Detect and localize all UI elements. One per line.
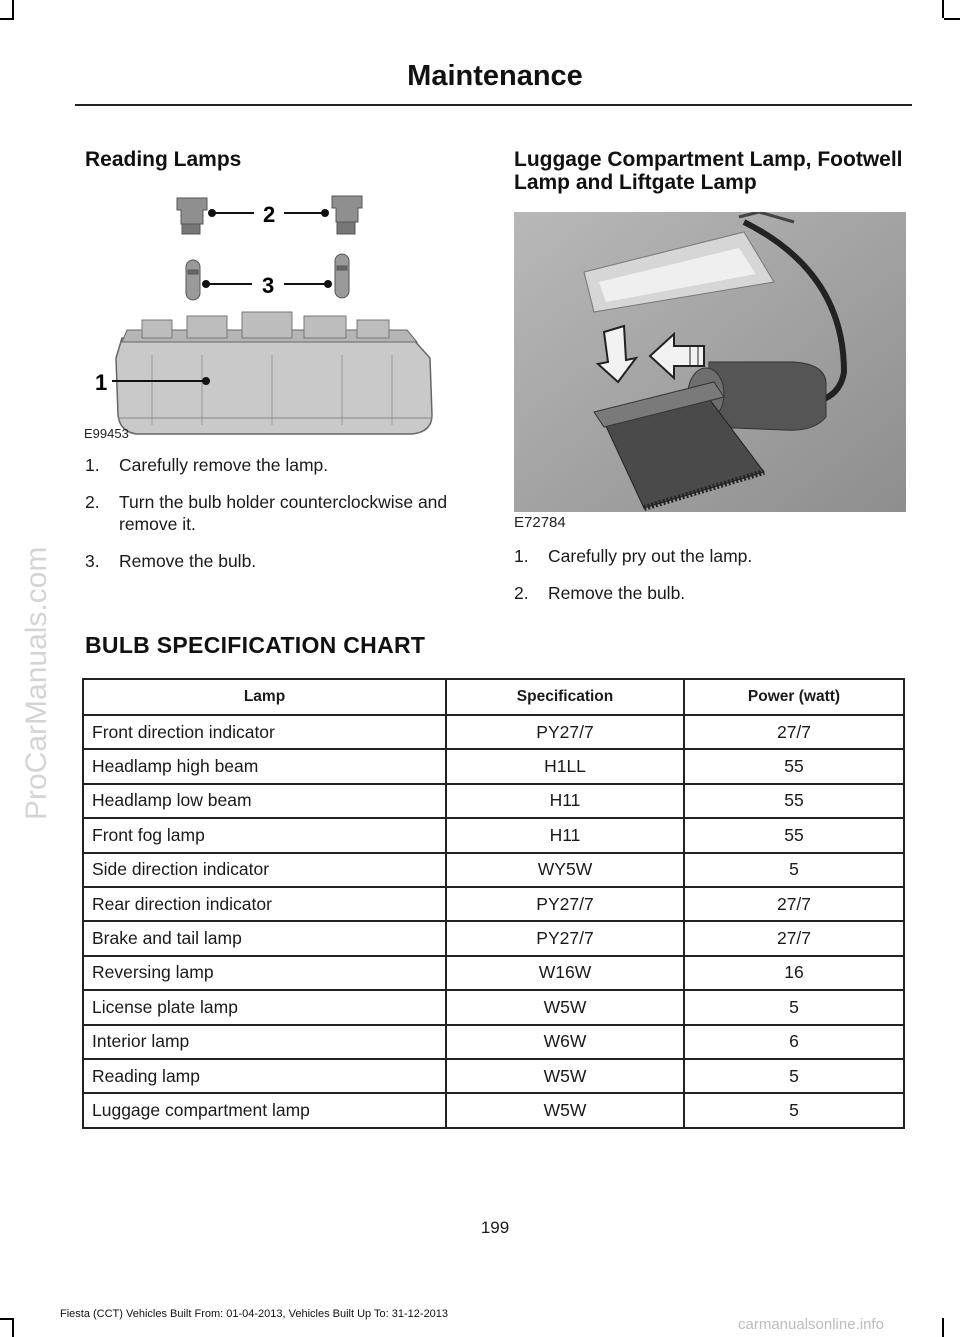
lamp-cell: Rear direction indicator [83,887,446,921]
specification-cell: W5W [446,990,684,1024]
lamp-cell: License plate lamp [83,990,446,1024]
lamp-housing [116,312,432,434]
page-number: 199 [480,1218,510,1237]
list-item [85,491,480,535]
power-cell: 16 [684,956,904,990]
lamp-cell: Front fog lamp [83,818,446,852]
power-cell: 5 [684,1093,904,1127]
step-number: 2. [85,492,100,512]
table-row [83,1059,904,1093]
table-row [83,921,904,955]
power-cell: 27/7 [684,715,904,749]
step-text: Turn the bulb holder counterclockwise and remove it. [119,492,448,534]
step-text: Remove the bulb. [119,551,257,571]
reading-lamp-steps [85,454,480,587]
table-row [83,784,904,818]
lamp-cell: Luggage compartment lamp [83,1093,446,1127]
lamp-cell: Front direction indicator [83,715,446,749]
list-item [85,550,480,572]
bulb-left [186,260,200,300]
crop-mark [942,0,944,18]
lamp-cell: Side direction indicator [83,853,446,887]
specification-cell: W5W [446,1059,684,1093]
crop-mark [0,1318,14,1320]
step-number: 1. [85,455,100,475]
crop-mark [0,18,14,20]
page-header-title: Maintenance [407,60,583,92]
step-text: Carefully remove the lamp. [119,455,329,475]
table-row [83,1093,904,1127]
specification-cell: PY27/7 [446,715,684,749]
side-watermark: ProCarManuals.com [20,546,53,820]
power-cell: 5 [684,853,904,887]
table-row [83,749,904,783]
table-row [83,715,904,749]
step-number: 1. [514,546,529,566]
power-cell: 6 [684,1025,904,1059]
bulb-chart-heading: BULB SPECIFICATION CHART [85,632,426,658]
power-cell: 27/7 [684,921,904,955]
power-cell: 55 [684,749,904,783]
crop-mark [12,1318,14,1337]
vehicle-info-footer: Fiesta (CCT) Vehicles Built From: 01-04-2013, Vehicles Built Up To: 31-12-2013 [60,1308,449,1320]
header-rule [75,104,912,106]
specification-cell: H1LL [446,749,684,783]
step-text: Carefully pry out the lamp. [548,546,753,566]
bulb-spec-table [82,678,905,1129]
specification-cell: W5W [446,1093,684,1127]
table-row [83,956,904,990]
specification-cell: W16W [446,956,684,990]
table-row [83,990,904,1024]
luggage-lamp-figure [514,212,906,512]
footer-watermark: carmanualsonline.info [738,1316,884,1333]
lamp-cell: Brake and tail lamp [83,921,446,955]
specification-cell: W6W [446,1025,684,1059]
lamp-cell: Reversing lamp [83,956,446,990]
reading-lamps-title: Reading Lamps [85,148,242,171]
reading-lamp-figure-code: E99453 [84,426,129,441]
power-cell: 55 [684,818,904,852]
specification-cell: PY27/7 [446,887,684,921]
table-header-row [83,679,904,715]
reading-lamp-figure [82,180,442,438]
lamp-cell: Headlamp low beam [83,784,446,818]
lamp-cell: Headlamp high beam [83,749,446,783]
column-header-lamp: Lamp [83,679,446,715]
callout-3: 3 [262,273,275,298]
luggage-lamp-figure-code: E72784 [514,514,566,531]
column-header-power: Power (watt) [684,679,904,715]
lamp-cell: Reading lamp [83,1059,446,1093]
power-cell: 5 [684,1059,904,1093]
luggage-lamp-steps [514,545,909,619]
specification-cell: H11 [446,818,684,852]
specification-cell: WY5W [446,853,684,887]
list-item [85,454,480,476]
bulb-holder-left [177,198,207,234]
power-cell: 5 [684,990,904,1024]
column-header-specification: Specification [446,679,684,715]
crop-mark [12,0,14,18]
callout-2: 2 [263,202,276,227]
power-cell: 55 [684,784,904,818]
step-number: 2. [514,583,529,603]
bulb-holder-right [332,196,362,234]
step-text: Remove the bulb. [548,583,686,603]
lamp-cell: Interior lamp [83,1025,446,1059]
specification-cell: H11 [446,784,684,818]
bulb-right [335,254,349,298]
specification-cell: PY27/7 [446,921,684,955]
bulb-spec-table-body [83,715,904,1128]
luggage-lamp-title: Luggage Compartment Lamp, Footwell Lamp and Liftgate Lamp [514,148,903,194]
callout-1: 1 [95,370,108,395]
table-row [83,853,904,887]
table-row [83,1025,904,1059]
list-item [514,545,909,567]
power-cell: 27/7 [684,887,904,921]
crop-mark [942,1318,944,1337]
table-row [83,818,904,852]
list-item [514,582,909,604]
step-number: 3. [85,551,100,571]
table-row [83,887,904,921]
crop-mark [944,18,960,20]
